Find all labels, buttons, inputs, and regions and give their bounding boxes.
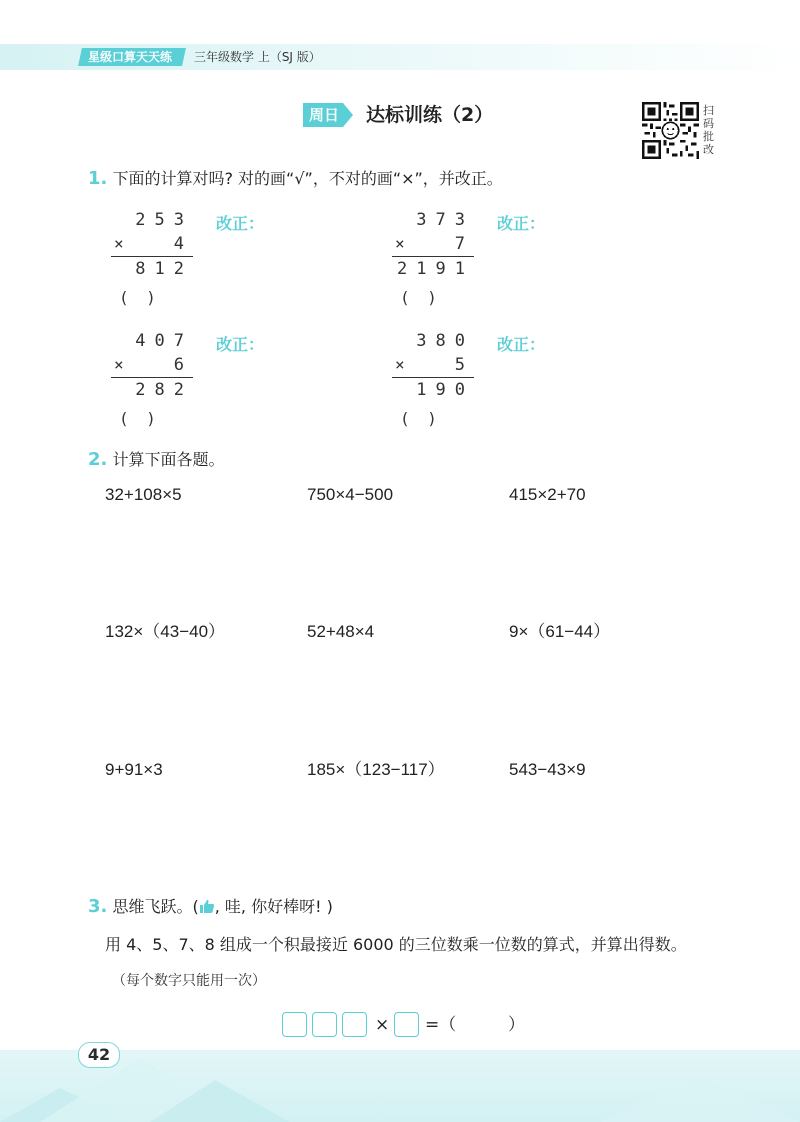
times-sign: × xyxy=(375,1015,390,1035)
multiplier: 4 xyxy=(173,234,193,254)
q2-prompt: 计算下面各题。 xyxy=(112,450,225,469)
expression: 750×4−500 xyxy=(307,485,394,504)
product: 190 xyxy=(416,380,474,400)
expression: 185×（123−117） xyxy=(307,760,445,779)
digit-box-3[interactable] xyxy=(342,1012,367,1037)
multiplier: 7 xyxy=(454,234,474,254)
vertical-mult-4 xyxy=(392,329,474,432)
thumbs-up-icon xyxy=(199,898,215,914)
q3-heading xyxy=(88,895,333,919)
q3-note: （每个数字只能用一次） xyxy=(112,973,266,989)
multiplicand: 253 xyxy=(135,210,193,230)
vertical-mult-1 xyxy=(111,208,193,311)
q1-heading xyxy=(88,167,503,191)
q3-prompt-end: , 哇, 你好棒呀! ) xyxy=(214,897,333,916)
digit-box-2[interactable] xyxy=(312,1012,337,1037)
q3-prompt-start: 思维飞跃。( xyxy=(112,897,199,916)
q2-number: 2. xyxy=(88,449,108,470)
multiplier: 5 xyxy=(454,355,474,375)
multiplier: 6 xyxy=(173,355,193,375)
vertical-mult-3 xyxy=(111,329,193,432)
multiplicand: 373 xyxy=(416,210,474,230)
expression: 415×2+70 xyxy=(509,485,586,504)
expression: 9+91×3 xyxy=(105,760,163,779)
q1-number: 1. xyxy=(88,168,108,189)
expression: 9×（61−44） xyxy=(509,622,611,641)
judge-parens[interactable]: ( ) xyxy=(121,409,154,428)
digit-box-4[interactable] xyxy=(394,1012,419,1037)
qr-label: 扫码批改 xyxy=(703,104,714,156)
expression: 132×（43−40） xyxy=(105,622,226,641)
judge-parens[interactable]: ( ) xyxy=(402,409,435,428)
expression: 32+108×5 xyxy=(105,485,182,504)
times-sign: × xyxy=(395,355,414,374)
fix-label: 改正： xyxy=(497,214,546,233)
digit-box-1[interactable] xyxy=(282,1012,307,1037)
times-sign: × xyxy=(114,355,133,374)
times-sign: × xyxy=(114,234,133,253)
answer-close: ） xyxy=(508,1015,525,1035)
product: 2191 xyxy=(397,259,474,279)
expression: 52+48×4 xyxy=(307,622,375,641)
q1-prompt: 下面的计算对吗? 对的画“√”，不对的画“×”，并改正。 xyxy=(112,169,503,188)
book-title: 三年级数学 上（SJ 版） xyxy=(194,50,321,64)
qr-code-icon[interactable] xyxy=(642,102,699,159)
fix-label: 改正： xyxy=(216,214,265,233)
q3-number: 3. xyxy=(88,896,108,917)
q2-heading xyxy=(88,448,224,472)
footer-decoration xyxy=(0,1040,800,1122)
product: 282 xyxy=(135,380,193,400)
times-sign: × xyxy=(395,234,414,253)
multiplicand: 380 xyxy=(416,331,474,351)
multiplicand: 407 xyxy=(135,331,193,351)
page-title: 达标训练（2） xyxy=(366,104,494,126)
vertical-mult-2 xyxy=(392,208,474,311)
series-tag: 星级口算天天练 xyxy=(78,48,186,66)
page-number: 42 xyxy=(78,1042,120,1068)
fix-label: 改正： xyxy=(216,335,265,354)
expression: 543−43×9 xyxy=(509,760,586,779)
fix-label: 改正： xyxy=(497,335,546,354)
judge-parens[interactable]: ( ) xyxy=(402,288,435,307)
product: 812 xyxy=(135,259,193,279)
judge-parens[interactable]: ( ) xyxy=(121,288,154,307)
equals-open: =（ xyxy=(425,1015,457,1035)
day-label: 周日 xyxy=(308,106,339,124)
q3-description: 用 4、5、7、8 组成一个积最接近 6000 的三位数乘一位数的算式，并算出得数。 xyxy=(105,935,687,954)
